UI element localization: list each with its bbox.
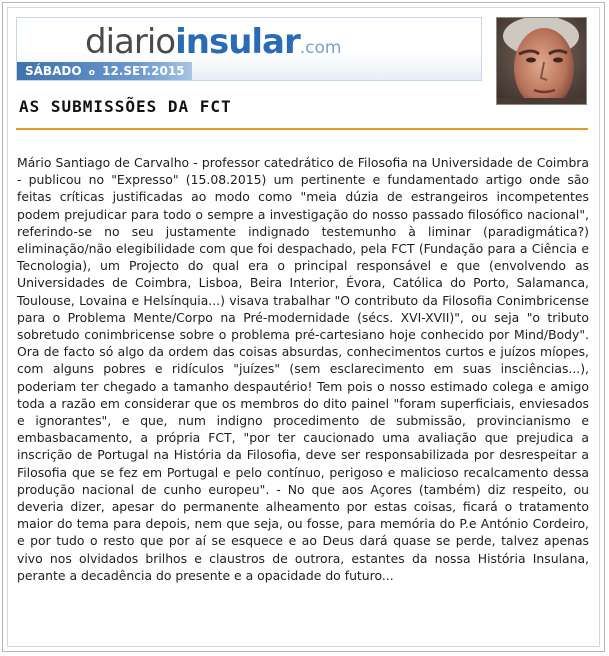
date-bar [17, 62, 192, 80]
logo-text-diario: diario [85, 22, 176, 62]
logo-text-insular: insular [175, 22, 300, 62]
masthead-banner[interactable] [16, 17, 482, 81]
article-title: AS SUBMISSÕES DA FCT [19, 97, 232, 116]
author-photo [496, 17, 587, 105]
author-portrait-icon [497, 18, 587, 105]
date-value: 12.SET.2015 [102, 64, 185, 78]
article-body: Mário Santiago de Carvalho - professor catedrático de Filosofia na Universidade de Coimbra - publicou no "Expresso" (15.08.2015) um pertinente e fundamentado artigo onde são feitas críticas justificadas ao modo como "meia dúzia de estrangeiros incompetentes podem prejudicar para todo o sempre a investigação do nosso passado filosófico nacional", referindo-se no seu justamente indignado testemunho à liminar (paradigmática?) eliminação/não elegibilidade com que foi despachado, pela FCT (Fundação para a Ciência e Tecnologia), um Projecto do qual era o principal responsável e que (envolvendo as Universidades de Coimbra, Lisboa, Beira Interior, Évora, Católica do Porto, Salamanca, Toulouse, Lovaina e Helsínquia...) visava trabalhar "O contributo da Filosofia Conimbricense para o Problema Mente/Corpo na Pré-modernidade (sécs. XVI-XVII)", ou seja "o tributo sobretudo conimbricense sobre o problema pré-cartesiano hoje conhecido por Mind/Body". Ora de facto só algo da ordem das coisas absurdas, conhecimentos curtos e juízos míopes, com alguns pobres e ridículos "juízes" (sem esclarecimento em suas insciências...), poderiam ter chegado a tamanho despautério! Tem pois o nosso estimado colega e amigo toda a razão em considerar que os membros do dito painel "foram superficiais, enviesados e ignorantes", e que, num indigno procedimento de submissão, provincianismo e embasbacamento, a própria FCT, "por ter caucionado uma avaliação que prejudica a inscrição de Portugal na História da Filosofia, deve ser responsabilizada por desrespeitar a Filosofia que se fez em Portugal e pelo contínuo, perigoso e malicioso recalcamento dessa produção nacional de cunho europeu". - No que aos Açores (também) diz respeito, ou deveria dizer, apesar do permanente alheamento por estas coisas, ficará o tratamento maior do tema para depois, nem que seja, ou fosse, para memória do P.e António Cordeiro, e por tudo o resto que por aí se esquece e ao Deus dará quase se perde, talvez apenas vivo nos olvidados brilhos e claustros de outrora, estantes da nossa História Insulana, perante a decadência do presente e a opacidade do futuro... [17, 155, 589, 583]
date-separator: o [88, 68, 95, 78]
date-day: SÁBADO [25, 64, 82, 78]
title-divider [16, 128, 588, 130]
logo-domain: .com [299, 38, 342, 58]
